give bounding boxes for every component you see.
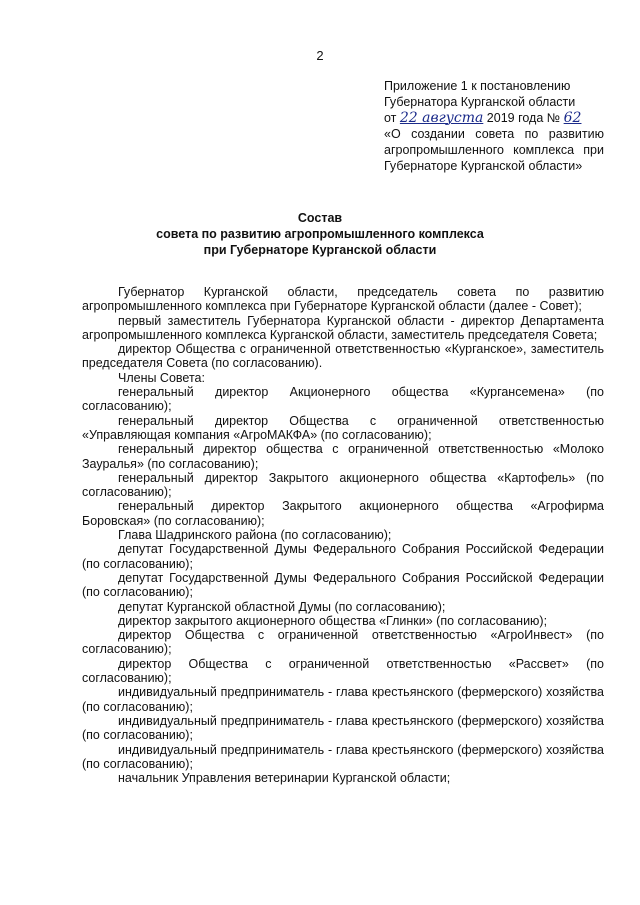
title-line-2: совета по развитию агропромышленного комплекса [156,227,484,241]
paragraph: директор Общества с ограниченной ответственностью «АгроИнвест» (по согласованию); [82,628,604,657]
document-title [0,210,640,258]
paragraph: генеральный директор Закрытого акционерного общества «Агрофирма Боровская» (по согласованию); [82,499,604,528]
paragraph: Члены Совета: [118,370,205,385]
appendix-line-6: Губернаторе Курганской области» [384,159,583,173]
paragraph: генеральный директор Закрытого акционерного общества «Картофель» (по согласованию); [82,470,604,500]
paragraph: директор закрытого акционерного общества «Глинки» (по согласованию); [118,613,548,628]
appendix-date-line [384,110,604,126]
paragraph: начальник Управления ветеринарии Курганской области; [118,771,451,786]
appendix-line-4: «О создании совета по развитию [384,127,604,141]
date-prefix: от [384,111,400,125]
paragraph: индивидуальный предприниматель - глава крестьянского (фермерского) хозяйства (по согласованию); [82,713,604,743]
paragraph: директор Общества с ограниченной ответственностью «Рассвет» (по согласованию); [82,656,604,686]
paragraph: генеральный директор общества с ограниченной ответственностью «Молоко Зауралья» (по согласованию); [82,442,604,471]
member-list [82,285,604,785]
appendix-line-2: Губернатора Курганской области [384,95,576,109]
appendix-header [384,78,604,174]
appendix-line-5: агропромышленного комплекса при [384,143,604,157]
handwritten-number: 62 [563,110,582,126]
title-line-1: Состав [297,211,343,225]
page-number: 2 [316,48,324,63]
date-suffix: 2019 года № [483,111,564,125]
paragraph: депутат Государственной Думы Федерального Собрания Российской Федерации (по согласованию); [82,542,604,571]
paragraph: генеральный директор Общества с ограниченной ответственностью «Управляющая компания «АгроМАКФА» (по согласованию); [82,413,604,442]
handwritten-date: 22 августа [399,110,484,126]
paragraph: директор Общества с ограниченной ответственностью «Курганское», заместитель председателя Совета (по согласованию). [82,342,604,371]
paragraph: генеральный директор Акционерного общества «Кургансемена» (по согласованию); [82,385,604,414]
paragraph: первый заместитель Губернатора Курганской области - директор Департамента агропромышленного комплекса Курганской области, заместитель председателя Совета; [82,313,604,342]
appendix-line-1: Приложение 1 к постановлению [384,79,571,93]
paragraph: депутат Государственной Думы Федерального Собрания Российской Федерации (по согласованию); [82,570,604,600]
paragraph: индивидуальный предприниматель - глава крестьянского (фермерского) хозяйства (по согласованию); [82,685,604,714]
title-line-3: при Губернаторе Курганской области [203,243,437,257]
paragraph: индивидуальный предприниматель - глава крестьянского (фермерского) хозяйства (по согласованию); [82,742,604,771]
paragraph: Глава Шадринского района (по согласованию); [118,528,392,543]
paragraph: депутат Курганской областной Думы (по согласованию); [118,599,446,614]
paragraph: Губернатор Курганской области, председатель совета по развитию агропромышленного комплекса при Губернаторе Курганской области (далее - Совет); [82,285,604,314]
